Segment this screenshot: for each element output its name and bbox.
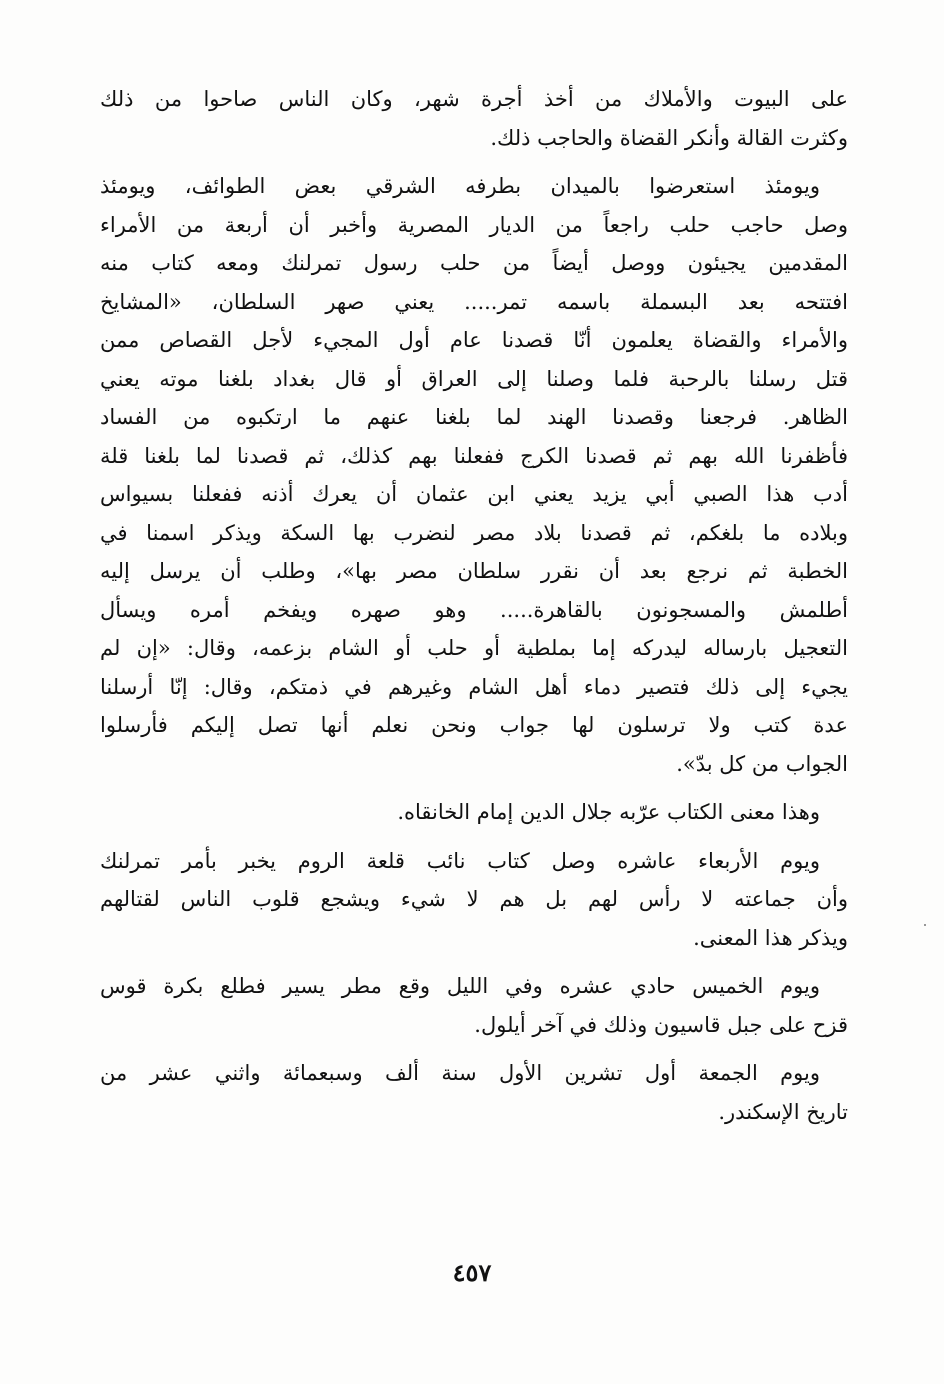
text-line: التعجيل بارساله ليدركه إما بملطية أو حلب أو الشام بزعمه، وقال: «إن لم [100,636,848,660]
paragraph-p5 [100,967,848,1044]
scan-speck [924,924,926,926]
paragraph-p1 [100,80,848,157]
text-line: يجيء إلى ذلك فتصير دماء أهل الشام وغيرهم في ذمتكم، وقال: إنّا أرسلنا [100,674,848,699]
text-line: وهذا معنى الكتاب عرّبه جلال الدين إمام الخانقاه. [397,800,820,824]
text-line: الظاهر. فرجعنا وقصدنا الهند لما بلغنا عنهم ما ارتكبوه من الفساد [100,405,848,429]
text-line: الخطبة ثم نرجع بعد أن نقرر سلطان مصر بها»، وطلب أن يرسل إليه [100,559,848,583]
paragraph-p3 [100,793,848,832]
text-line: المقدمين يجيئون ووصل أيضاً من حلب رسول تمرلنك ومعه كتاب منه [100,251,848,275]
text-line: ويومئذ استعرضوا بالميدان بطرفه الشرقي بعض الطوائف، ويومئذ [100,174,820,198]
text-line: وصل حاجب حلب راجعاً من الديار المصرية وأخبر أن أربعة من الأمراء [100,212,848,237]
paragraph-p6 [100,1054,848,1131]
body-text [100,80,848,1141]
text-line: ويوم الأربعاء عاشره وصل كتاب نائب قلعة الروم يخبر بأمر تمرلنك [100,848,820,873]
text-line: وكثرت القالة وأنكر القضاة والحاجب ذلك. [490,125,848,150]
text-line: على البيوت والأملاك من أخذ أجرة شهر، وكان الناس صاحوا من ذلك [100,87,848,111]
text-line: ويوم الخميس حادي عشره وفي الليل وقع مطر يسير فطلع بكرة قوس [100,974,820,998]
text-line: قزح على جبل قاسيون وذلك في آخر أيلول. [474,1012,848,1037]
text-line: وبلاده ما بلغكم، ثم قصدنا بلاد مصر لنضرب بها السكة ويذكر اسمنا في [100,520,848,545]
text-line: الجواب من كل بدّ». [676,751,848,776]
text-line: أطلمش والمسجونون بالقاهرة..... وهو صهره ويفخم أمره ويسأل [100,597,848,622]
text-line: وأن جماعته لا رأس لهم بل هم لا شيء ويشجع قلوب الناس لقتالهم [100,887,848,911]
paragraph-p2 [100,167,848,783]
text-line: والأمراء والقضاة يعلمون أنّا قصدنا عام أول المجيء لأجل القصاص ممن [100,328,848,352]
text-line: قتل رسلنا بالرحبة فلما وصلنا إلى العراق أو قال بغداد بلغنا موته يعني [100,366,848,391]
text-line: افتتحه بعد البسملة باسمه تمر..... يعني صهر السلطان، «المشايخ [100,289,848,314]
text-line: ويذكر هذا المعنى. [693,925,848,950]
text-line: ويوم الجمعة أول تشرين الأول سنة ألف وسبعمائة واثني عشر من [100,1061,820,1085]
text-line: تاريخ الإسكندر. [718,1099,848,1124]
page-number: ٤٥٧ [452,1258,492,1287]
text-line: فأظفرنا الله بهم ثم قصدنا الكرج ففعلنا بهم كذلك، ثم قصدنا لما بلغنا قلة [100,443,848,468]
paragraph-p4 [100,842,848,958]
text-line: عدة كتب ولا ترسلون لها جواب ونحن نعلم أنها تصل إليكم فأرسلوا [100,713,848,737]
text-line: أدب هذا الصبي أبي يزيد يعني ابن عثمان أن يعرك أذنه ففعلنا بسيواس [100,482,848,506]
